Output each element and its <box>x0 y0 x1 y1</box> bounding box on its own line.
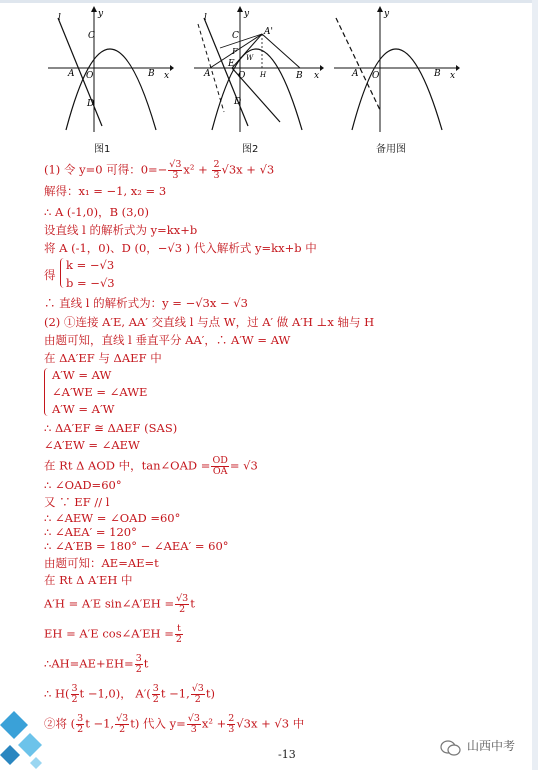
sol-line-24 <box>44 654 148 675</box>
sol-line-15: ∴ ∠OAD=60° <box>44 478 122 492</box>
sol-line-13: ∠A′EW = ∠AEW <box>44 438 140 452</box>
fig1-label-x: x <box>164 71 170 81</box>
sol-line-25-a: ∴ H( <box>44 686 70 701</box>
fraction <box>191 684 205 705</box>
figure-2 <box>190 4 325 155</box>
denominator: 3 <box>172 170 179 181</box>
watermark-text: 山西中考 <box>467 739 516 753</box>
sol-line-17: ∴ ∠AEW = ∠OAD =60° <box>44 511 181 525</box>
figure-2-graph <box>190 4 325 134</box>
sol-line-8: (2) ①连接 A′E, AA′ 交直线 l 与点 W，过 A′ 做 A′H ⊥x 轴与 H <box>44 315 375 329</box>
sol-line-22-lead: A′H = A′E sin∠A′EH = <box>44 596 175 611</box>
figure-1-graph <box>44 4 174 134</box>
sol-line-25-c: t −1, <box>160 686 190 701</box>
denominator: 2 <box>175 634 182 645</box>
sol-line-25-d: t) <box>205 686 215 701</box>
numerator: 2 <box>228 713 235 724</box>
fig2-label-a-prime: A' <box>264 27 273 37</box>
figure-1 <box>44 4 174 155</box>
sol-line-22-tail: t <box>190 596 195 611</box>
fraction <box>212 160 220 181</box>
sol-line-24-lead: ∴AH=AE+EH= <box>44 656 134 671</box>
sol-line-14 <box>44 456 258 477</box>
sol-line-26-a: ②将 ( <box>44 716 76 731</box>
sol-line-25-b: t −1,0)， A′( <box>79 686 151 701</box>
sol-line-4: 设直线 l 的解析式为 y=kx+b <box>44 223 198 237</box>
fig1-label-a: A <box>68 69 75 79</box>
fraction <box>175 624 183 645</box>
fraction <box>168 160 182 181</box>
numerator: √3 <box>176 593 189 604</box>
denominator: 2 <box>135 664 142 675</box>
numerator: 2 <box>213 159 220 170</box>
numerator: 3 <box>71 683 78 694</box>
numerator: √3 <box>191 683 204 694</box>
page-edge <box>532 0 538 770</box>
fraction <box>71 684 79 705</box>
figure-1-caption: 图1 <box>94 144 111 155</box>
fraction <box>187 714 201 735</box>
denominator: 2 <box>71 694 78 705</box>
sol-line-20: 由题可知：AE=AE=t <box>44 556 159 570</box>
fig1-label-y: y <box>98 9 104 19</box>
fig2-label-f: F <box>232 47 238 56</box>
denominator: 2 <box>119 724 126 735</box>
sol-line-1 <box>44 160 274 181</box>
fraction <box>135 654 143 675</box>
sol-line-16: 又 ∵ EF // l <box>44 495 110 509</box>
denominator: 2 <box>194 694 201 705</box>
fig2-label-e: E <box>228 59 235 69</box>
denominator: 2 <box>77 724 84 735</box>
sol-line-14-lead: 在 Rt Δ AOD 中，tan∠OAD = <box>44 458 211 473</box>
system-eq-3: A′W = AW <box>52 368 112 382</box>
denominator: 2 <box>152 694 159 705</box>
fig3-label-a: A <box>352 69 359 79</box>
fig2-label-a: A <box>204 69 211 79</box>
sol-line-14-tail: = √3 <box>229 458 258 473</box>
fig3-label-o: O <box>372 71 380 81</box>
fraction <box>115 714 129 735</box>
fraction <box>76 714 84 735</box>
fig2-label-x: x <box>314 71 320 81</box>
denominator: 3 <box>190 724 197 735</box>
figure-3 <box>330 4 460 155</box>
fig2-label-d: D <box>234 97 242 107</box>
sol-line-26-c: t) 代入 y= <box>130 716 186 731</box>
numerator: OD <box>212 455 228 466</box>
fig1-label-c: C <box>88 31 95 41</box>
fraction <box>152 684 160 705</box>
brace <box>44 368 50 416</box>
denominator: 2 <box>179 604 186 615</box>
fraction <box>211 456 228 477</box>
fig2-label-c: C <box>232 31 239 41</box>
sol-line-21: 在 Rt Δ A′EH 中 <box>44 573 133 587</box>
sol-line-23 <box>44 624 184 645</box>
sol-line-5: 将 A (-1，0)、D (0，−√3 ) 代入解析式 y=kx+b 中 <box>44 241 317 255</box>
fig3-label-b: B <box>434 69 441 79</box>
fig3-label-y: y <box>384 9 390 19</box>
wechat-icon <box>440 739 462 757</box>
sol-line-7: ∴ 直线 l 的解析式为：y = −√3x − √3 <box>44 296 248 310</box>
sol-line-19: ∴ ∠A′EB = 180° − ∠AEA′ = 60° <box>44 539 229 553</box>
denominator: 3 <box>228 724 235 735</box>
sol-line-26-d: x² + <box>201 716 227 731</box>
sol-line-26-e: x + √3 中 <box>250 716 305 731</box>
sol-line-1-lead: (1) 令 y=0 可得：0=− <box>44 162 168 177</box>
fig1-label-o: O <box>86 71 94 81</box>
numerator: 3 <box>77 713 84 724</box>
sol-line-1-mid: x² + <box>183 162 212 177</box>
sol-line-6-lead: 得 <box>44 268 56 282</box>
fraction <box>175 594 189 615</box>
fig1-label-l: l <box>58 13 61 23</box>
denominator: 3 <box>213 170 220 181</box>
fig1-label-d: D <box>87 99 95 109</box>
system-eq-4: ∠A′WE = ∠AWE <box>52 385 148 399</box>
numerator: √3 <box>187 713 200 724</box>
sol-line-12: ∴ ΔA′EF ≅ ΔAEF (SAS) <box>44 421 178 435</box>
fig1-label-b: B <box>148 69 155 79</box>
corner-decoration <box>0 705 60 770</box>
fig2-label-o: O <box>238 71 246 81</box>
numerator: √3 <box>169 159 182 170</box>
numerator: √3 <box>116 713 129 724</box>
denominator: OA <box>212 466 228 477</box>
fraction <box>227 714 235 735</box>
fig2-label-y: y <box>244 9 250 19</box>
numerator: 3 <box>152 683 159 694</box>
numerator: t <box>175 624 183 635</box>
top-border <box>0 0 538 3</box>
sqrt-term: √3 <box>236 716 251 731</box>
page-number: -13 <box>278 748 296 761</box>
fig2-label-h: H <box>260 71 267 79</box>
figure-3-caption: 备用图 <box>376 144 406 155</box>
sqrt-term: √3 <box>221 162 237 177</box>
sol-line-25 <box>44 684 215 705</box>
system-eq-1: k = −√3 <box>66 258 115 272</box>
sol-line-22 <box>44 594 195 615</box>
sol-line-10: 在 ΔA′EF 与 ΔAEF 中 <box>44 351 162 365</box>
system-eq-2: b = −√3 <box>66 276 115 290</box>
fig3-label-x: x <box>450 71 456 81</box>
figure-3-graph <box>330 4 460 134</box>
sol-line-18: ∴ ∠AEA′ = 120° <box>44 525 137 539</box>
sol-line-1-tail: x + √3 <box>236 162 275 177</box>
fig2-label-l: l <box>204 13 207 23</box>
sol-line-24-tail: t <box>143 656 149 671</box>
sol-line-3: ∴ A (-1,0)，B (3,0) <box>44 205 149 219</box>
sol-line-2: 解得：x₁ = −1, x₂ = 3 <box>44 184 167 198</box>
figure-2-caption: 图2 <box>242 144 259 155</box>
sol-line-26-b: t −1, <box>85 716 115 731</box>
system-eq-5: A′W = A′W <box>52 402 115 416</box>
fig2-label-w: W <box>246 54 254 62</box>
sol-line-9: 由题可知，直线 l 垂直平分 AA′，∴ A′W = AW <box>44 333 291 347</box>
fig2-label-b: B <box>296 71 303 81</box>
sol-line-23-lead: EH = A′E cos∠A′EH = <box>44 626 174 641</box>
sol-line-26 <box>44 714 304 735</box>
numerator: 3 <box>135 653 142 664</box>
